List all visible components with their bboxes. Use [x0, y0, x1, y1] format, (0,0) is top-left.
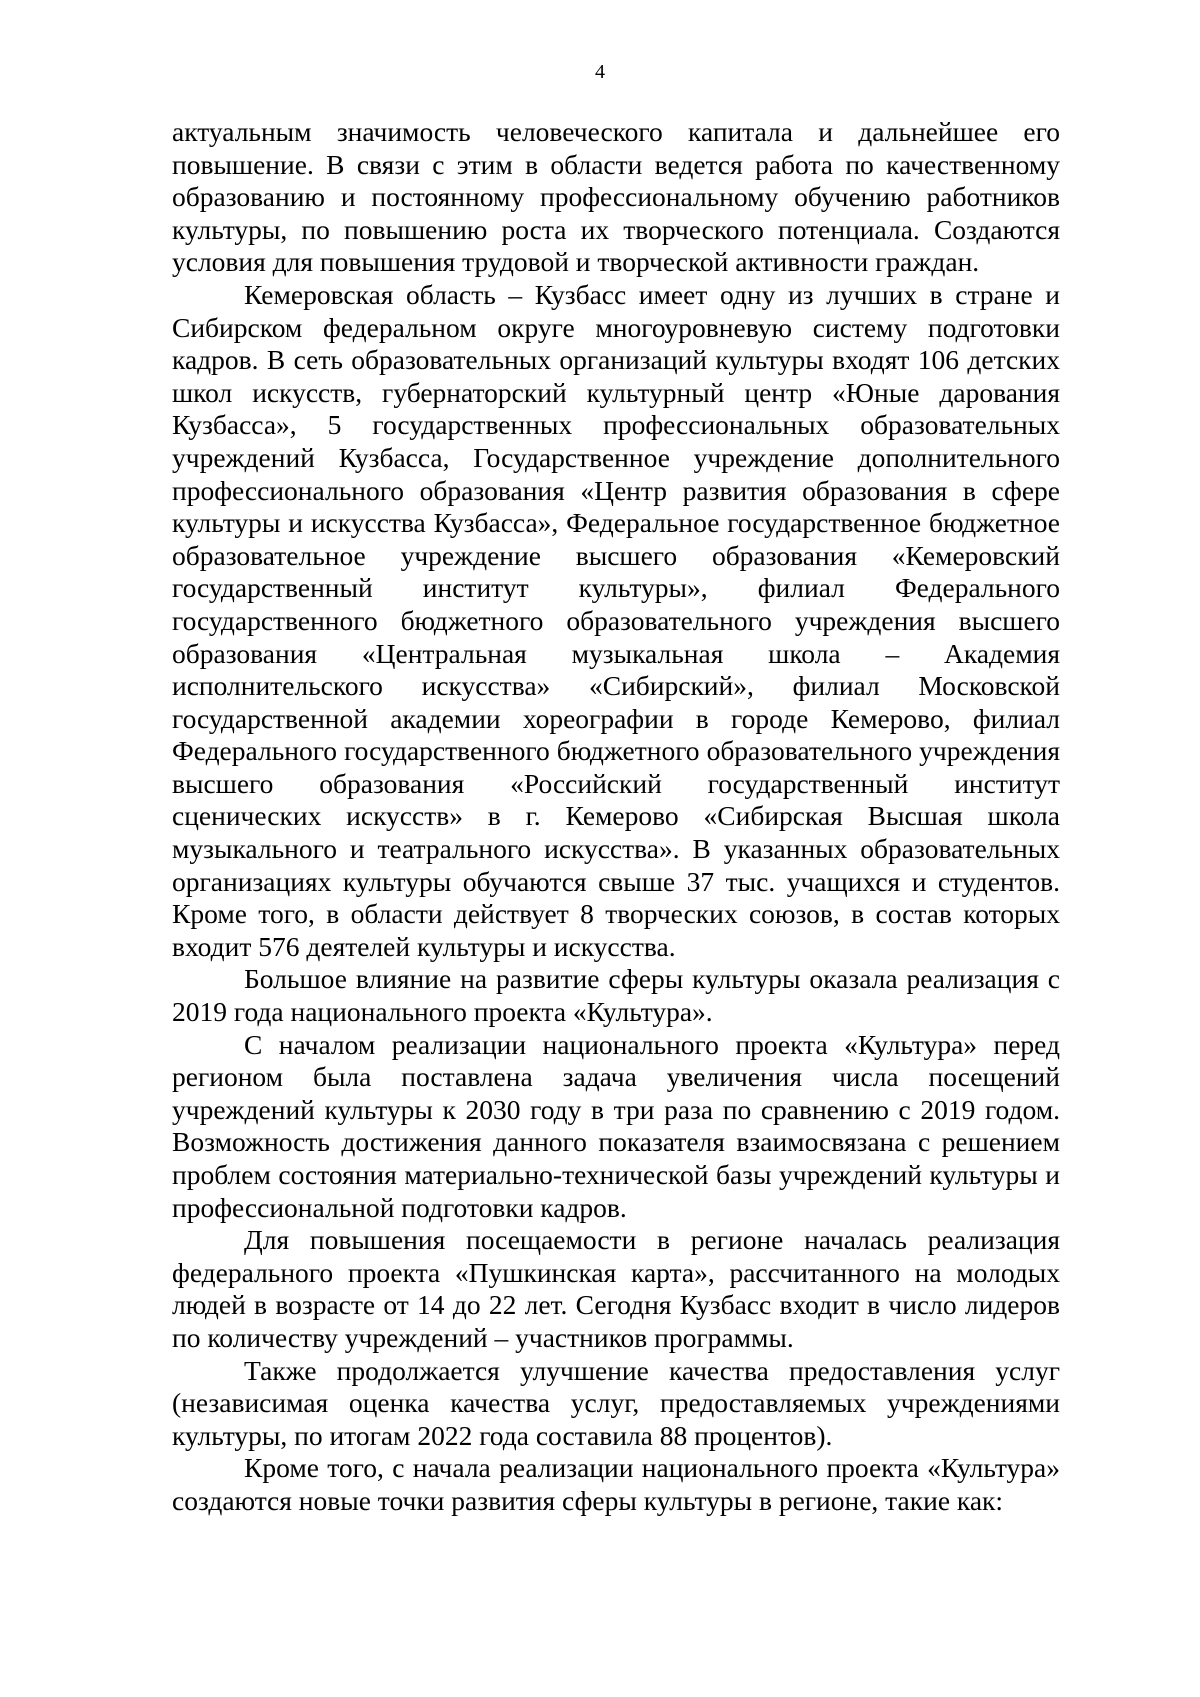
page-number: 4 — [595, 61, 605, 83]
paragraph-1: актуальным значимость человеческого капитала и дальнейшее его повышение. В связи с этим в области ведется работа по качественному образованию и постоянному профессиональному обучению работников культуры, по повышению роста их творческого потенциала. Создаются условия для повышения трудовой и творческой активности граждан. — [172, 116, 1060, 278]
paragraph-2: Кемеровская область – Кузбасс имеет одну из лучших в стране и Сибирском федеральном округе многоуровневую систему подготовки кадров. В сеть образовательных организаций культуры входят 106 детских школ искусств, губернаторский культурный центр «Юные дарования Кузбасса», 5 государственных профессиональных образовательных учреждений Кузбасса, Государственное учреждение дополнительного профессионального образования «Центр развития образования в сфере культуры и искусства Кузбасса», Федеральное государственное бюджетное образовательное учреждение высшего образования «Кемеровский государственный институт культуры», филиал Федерального государственного бюджетного образовательного учреждения высшего образования «Центральная музыкальная школа – Академия исполнительского искусства» «Сибирский», филиал Московской государственной академии хореографии в городе Кемерово, филиал Федерального государственного бюджетного образовательного учреждения высшего образования «Российский государственный институт сценических искусств» в г. Кемерово «Сибирская Высшая школа музыкального и театрального искусства». В указанных образовательных организациях культуры обучаются свыше 37 тыс. учащихся и студентов. Кроме того, в области действует 8 творческих союзов, в состав которых входит 576 деятелей культуры и искусства. — [172, 278, 1060, 962]
document-body — [172, 116, 1060, 1518]
paragraph-5: Для повышения посещаемости в регионе началась реализация федерального проекта «Пушкинская карта», рассчитанного на молодых людей в возрасте от 14 до 22 лет. Сегодня Кузбасс входит в число лидеров по количеству учреждений – участников программы. — [172, 1224, 1060, 1353]
paragraph-7: Кроме того, с начала реализации национального проекта «Культура» создаются новые точки развития сферы культуры в регионе, такие как: — [172, 1452, 1060, 1516]
paragraph-4: С началом реализации национального проекта «Культура» перед регионом была поставлена задача увеличения числа посещений учреждений культуры к 2030 году в три раза по сравнению с 2019 годом. Возможность достижения данного показателя взаимосвязана с решением проблем состояния материально-технической базы учреждений культуры и профессиональной подготовки кадров. — [172, 1028, 1060, 1223]
paragraph-3: Большое влияние на развитие сферы культуры оказала реализация с 2019 года национального проекта «Культура». — [172, 963, 1060, 1028]
paragraph-6: Также продолжается улучшение качества предоставления услуг (независимая оценка качества услуг, предоставляемых учреждениями культуры, по итогам 2022 года составила 88 процентов). — [172, 1354, 1060, 1451]
